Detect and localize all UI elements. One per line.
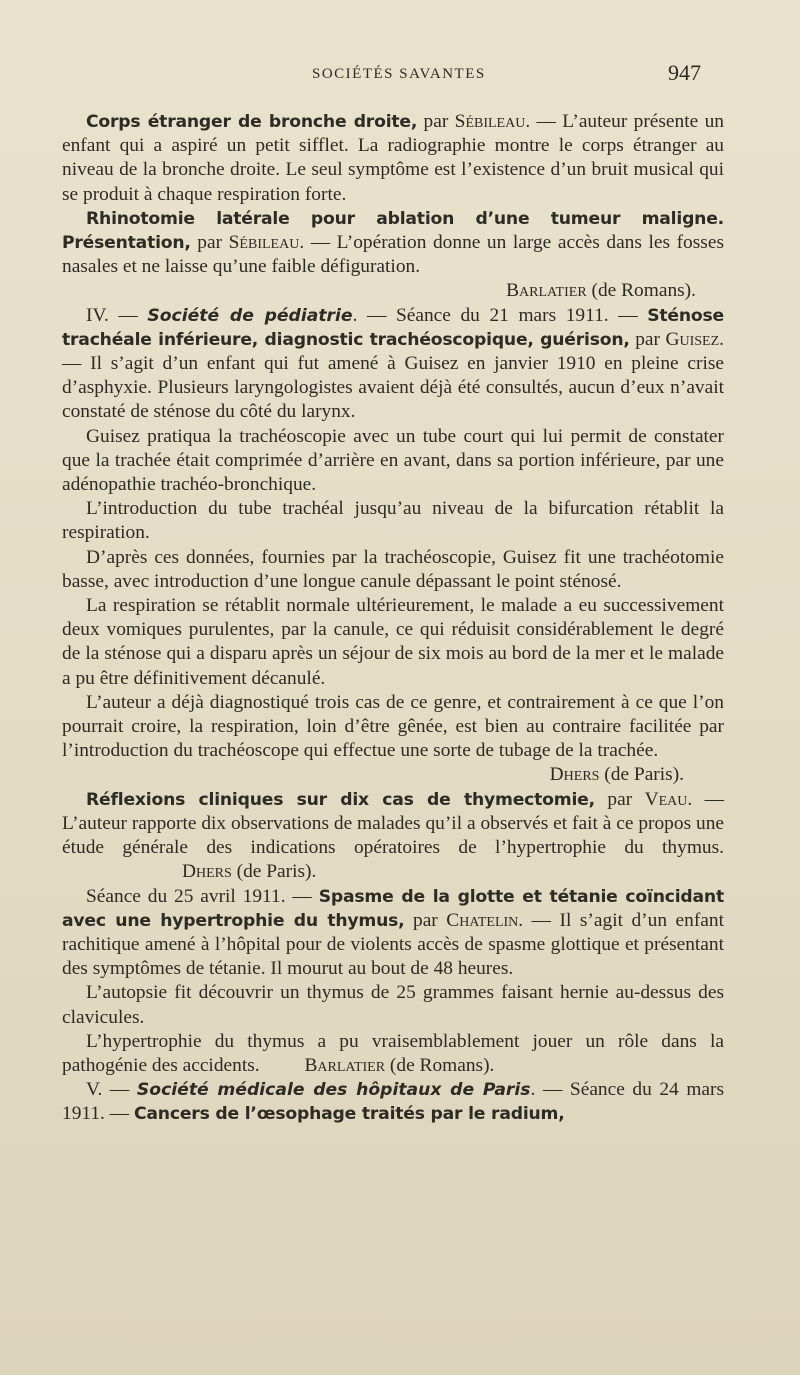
- paragraph: L’autopsie fit découvrir un thymus de 25 grammes faisant hernie au-dessus des clavicules.: [62, 982, 724, 1028]
- entry-glottis-spasm: Séance du 25 avril 1911. — Spasme de la glotte et tétanie coïncidant avec une hypertrophie du thymus, par Chatelin. — Il s’agit d’un enfant rachitique amené à l’hôpital pour de violents accès de spasme glottique et présentant des symptômes de tétanie. Il mourut au bout de 48 heures.: [62, 885, 724, 980]
- author-name: Sébileau: [454, 111, 526, 132]
- entry-text: . — Il s’agit d’un enfant qui fut amené à Guisez en janvier 1910 en pleine crise d’asphyxie. Plusieurs laryngologistes avaient déjà été consultés, aucun d’eux n’avait constaté de sténose du côté du larynx.: [62, 328, 724, 423]
- entry-title: Rhinotomie latérale pour ablation d’une tumeur maligne. Présentation,: [62, 208, 724, 254]
- signature: Barlatier (de Romans).: [506, 280, 696, 302]
- paragraph: D’après ces données, fournies par la trachéoscopie, Guisez fit une trachéotomie basse, avec introduction d’une longue canule dépassant le point sténosé.: [62, 546, 724, 592]
- entry-foreign-body: Corps étranger de bronche droite, par Sébileau. — L’auteur présente un enfant qui a aspiré un petit sifflet. La radiographie montre le corps étranger au niveau de la bronche droite. Le seul symptôme est l’existence d’un bruit musical qui se produit à chaque respiration forte.: [62, 111, 724, 205]
- entry-esophagus-radium: V. — Société médicale des hôpitaux de Paris. — Séance du 24 mars 1911. — Cancers de l’œsophage traités par le radium,: [62, 1079, 725, 1125]
- paragraph: L’introduction du tube trachéal jusqu’au niveau de la bifurcation rétablit la respiration.: [62, 498, 724, 544]
- paragraph: Guisez pratiqua la trachéoscopie avec un tube court qui lui permit de constater que la trachée était comprimée d’arrière en avant, dans sa portion inférieure, par une adénopathie trachéo-bronchique.: [62, 425, 724, 496]
- entry-thymectomy: Réflexions cliniques sur dix cas de thymectomie, par Veau. — L’auteur rapporte dix observations de malades qu’il a observés et fait à ce propos une étude générale des indications opératoires de l’hypertrophie du thymus. Dhers (de Paris).: [62, 788, 724, 883]
- entry-text: . — L’opération donne un large accès dans les fosses nasales et ne laisse qu’une faible défiguration.: [62, 232, 724, 278]
- entry-title: Réflexions cliniques sur dix cas de thymectomie,: [86, 789, 595, 810]
- author-name: Veau: [644, 788, 688, 810]
- society-name: Société de pédiatrie: [147, 305, 353, 326]
- society-name: Société médicale des hôpitaux de Paris: [136, 1080, 531, 1101]
- author-name: Guisez: [665, 328, 720, 350]
- paragraph: La respiration se rétablit normale ultérieurement, le malade a eu successivement deux vomiques purulentes, par la canule, ce qui réduisit considérablement le degré de la sténose qui a disparu après un séjour de six mois au bord de la mer et le malade a pu être définitivement décanulé.: [62, 595, 724, 689]
- entry-text: . — L’auteur présente un enfant qui a aspiré un petit sifflet. La radiographie montre le corps étranger au niveau de la bronche droite. Le seul symptôme est l’existence d’un bruit musical qui se produit à chaque respiration forte.: [62, 111, 724, 205]
- entry-text: . — L’auteur rapporte dix observations de malades qu’il a observés et fait à ce propos une étude générale des indications opératoires de l’hypertrophie du thymus.: [62, 788, 724, 859]
- author-name: Sébileau: [228, 232, 300, 254]
- entry-title: Cancers de l’œsophage traités par le radium,: [134, 1104, 565, 1125]
- signature-name: Barlatier: [304, 1054, 386, 1076]
- entry-title: Spasme de la glotte et tétanie coïncidant avec une hypertrophie du thymus,: [62, 886, 724, 931]
- entry-rhinotomy: Rhinotomie latérale pour ablation d’une tumeur maligne. Présentation, par Sébileau. — L’opération donne un large accès dans les fosses nasales et ne laisse qu’une faible défiguration.: [62, 208, 724, 278]
- entry-title: Sténose trachéale inférieure, diagnostic trachéoscopique, guérison,: [62, 305, 724, 350]
- entry-text: . — Il s’agit d’un enfant rachitique amené à l’hôpital pour de violents accès de spasme glottique et présentant des symptômes de tétanie. Il mourut au bout de 48 heures.: [62, 909, 724, 980]
- entry-stenosis: IV. — Société de pédiatrie. — Séance du 21 mars 1911. — Sténose trachéale inférieure, diagnostic trachéoscopique, guérison, par Guisez. — Il s’agit d’un enfant qui fut amené à Guisez en janvier 1910 en pleine crise d’asphyxie. Plusieurs laryngologistes avaient déjà été consultés, aucun d’eux n’avait constaté de sténose du côté du larynx.: [62, 304, 724, 423]
- signature-name: Dhers: [549, 764, 600, 786]
- paragraph: L’hypertrophie du thymus a pu vraisemblablement jouer un rôle dans la pathogénie des accidents. Barlatier (de Romans).: [62, 1030, 724, 1076]
- page-header: [0, 62, 800, 96]
- signature-name: Barlatier: [506, 280, 587, 302]
- signature: Dhers (de Paris).: [549, 764, 684, 786]
- entry-title: Corps étranger de bronche droite,: [86, 112, 418, 132]
- paragraph: L’auteur a déjà diagnostiqué trois cas de ce genre, et contrairement à ce que l’on pourrait croire, la respiration, loin d’être gênée, est bien au contraire facilitée par l’introduction du trachéoscope qui effectue une sorte de tubage de la trachée.: [62, 691, 724, 762]
- article-body: [62, 110, 724, 1127]
- running-title: SOCIÉTÉS SAVANTES: [312, 66, 486, 82]
- page-number: 947: [668, 60, 701, 85]
- signature-name: Dhers: [182, 861, 232, 883]
- author-name: Chatelin: [446, 909, 519, 931]
